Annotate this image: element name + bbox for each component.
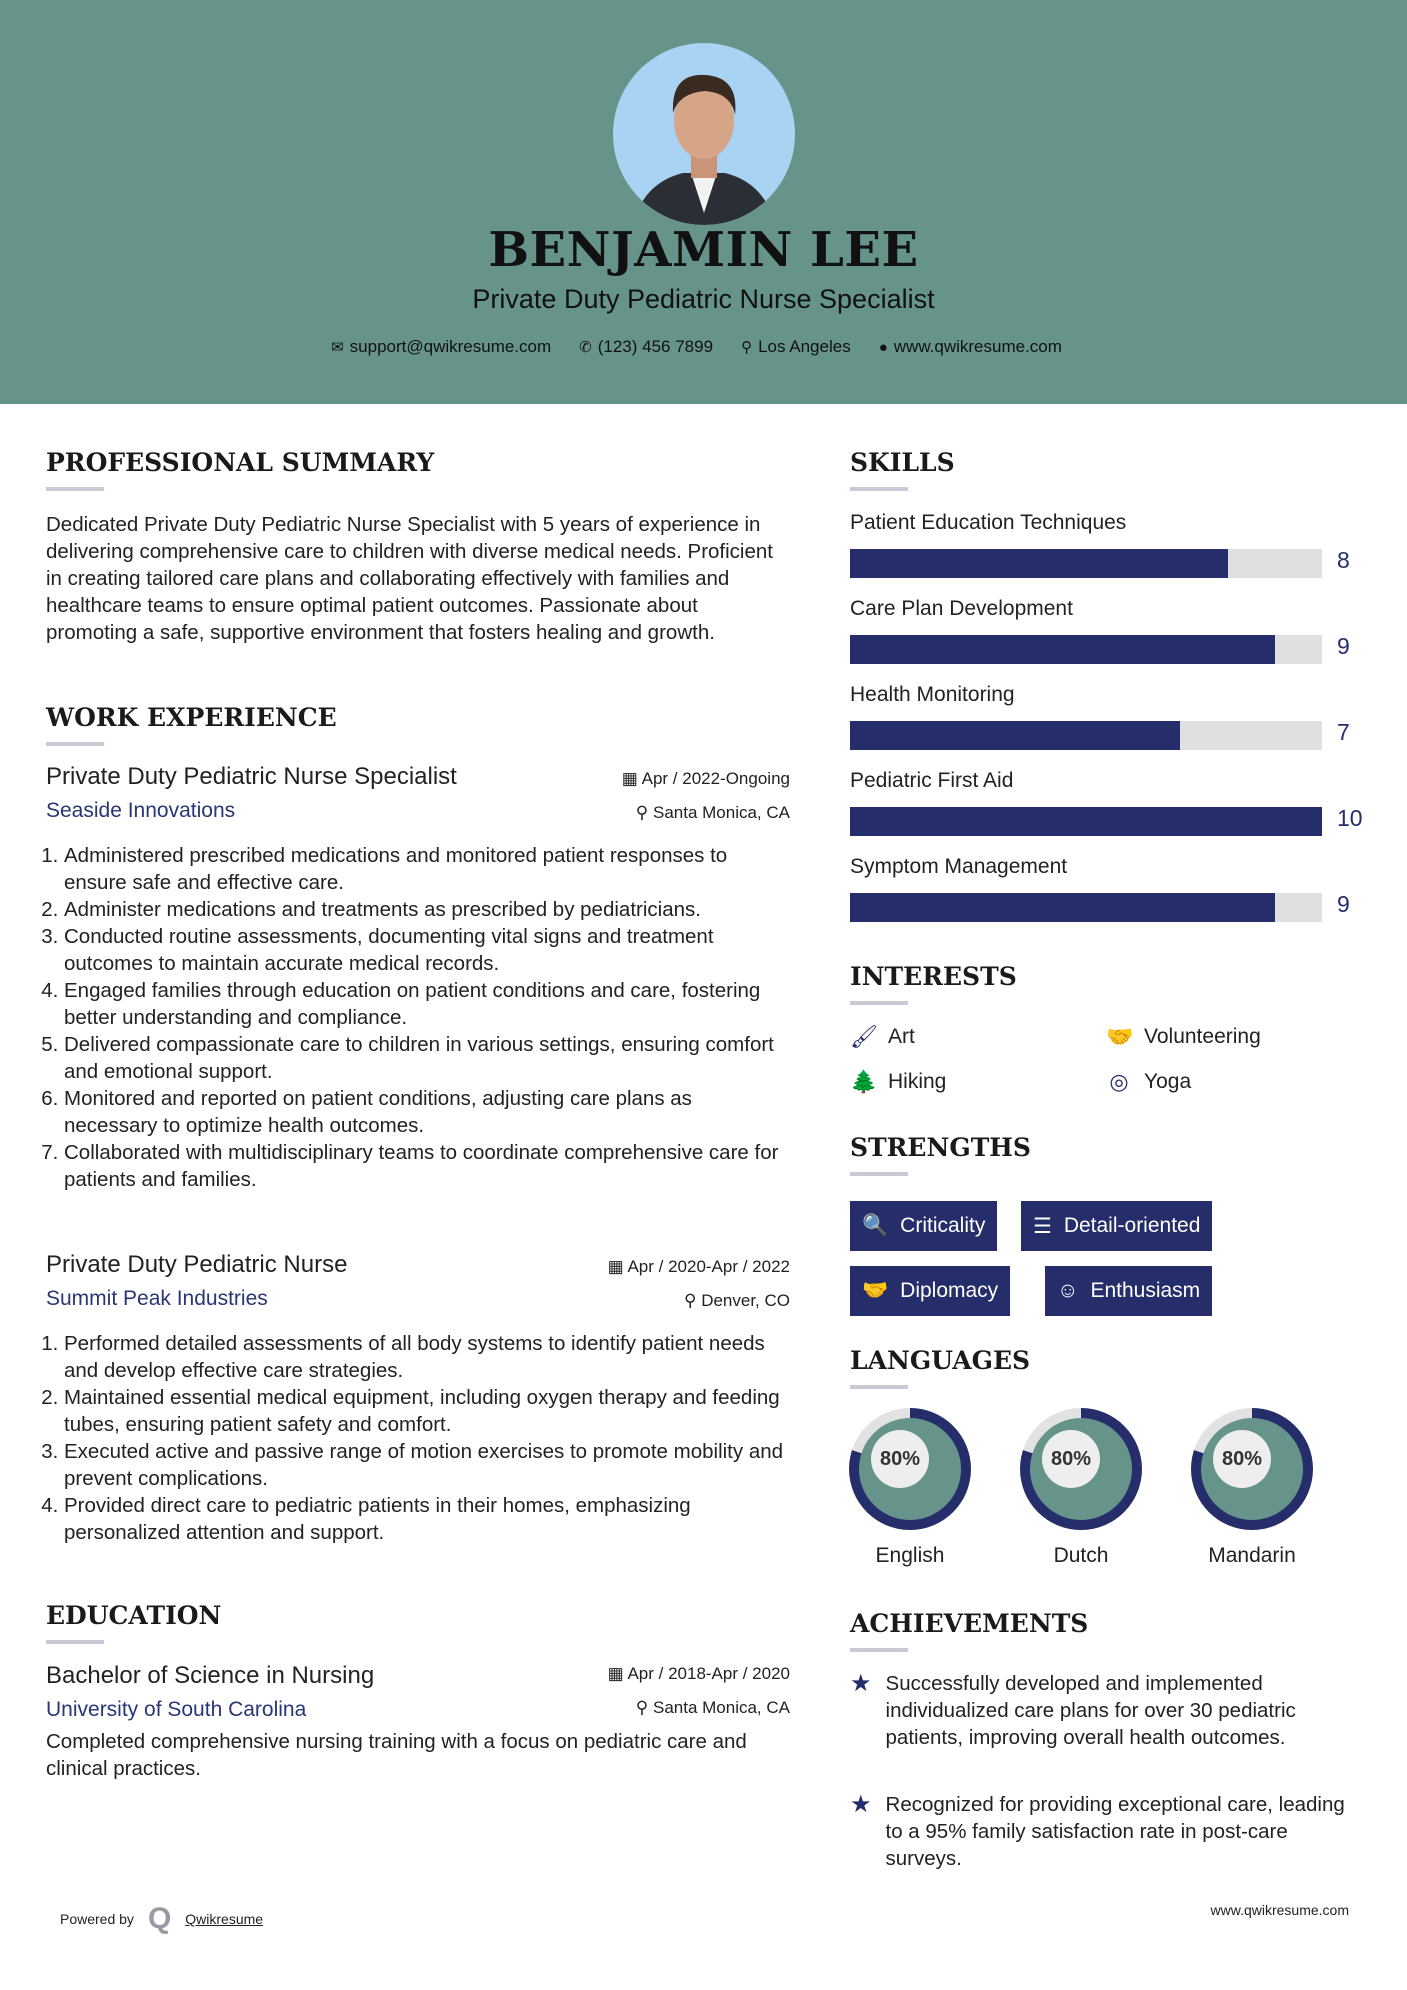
bullet-item: 3. Conducted routine assessments, documenting vital signs and treatment outcomes to maintain accurate medical records. <box>64 923 790 977</box>
interests-heading: INTERESTS <box>850 962 1017 1005</box>
skill-value: 10 <box>1337 805 1363 831</box>
summary-text: Dedicated Private Duty Pediatric Nurse Specialist with 5 years of experience in delivering comprehensive care to children with diverse medical needs. Proficient in creating tailored care plans and collaborating effectively with families and healthcare teams to ensure optimal patient outcomes. Passionate about promoting a safe, supportive environment that fosters healing and growth. <box>46 513 773 644</box>
tree-icon: 🌲 <box>850 1069 878 1094</box>
skill-value: 9 <box>1337 891 1350 917</box>
calendar-icon: ▦ <box>607 1257 628 1276</box>
education-text: Completed comprehensive nursing training with a focus on pediatric care and clinical practices. <box>46 1730 747 1780</box>
school: University of South Carolina <box>46 1698 307 1721</box>
strength-label: Criticality <box>900 1214 986 1237</box>
skill-bar-fill <box>850 807 1322 836</box>
interest-label: Hiking <box>888 1070 947 1093</box>
pin-icon: ⚲ <box>635 1698 653 1717</box>
skill-label: Symptom Management <box>850 855 1068 878</box>
bullet-item: 5. Delivered compassionate care to children in various settings, ensuring comfort and emotional support. <box>64 1031 790 1085</box>
interest-item <box>850 1024 915 1050</box>
bullet-item: 2. Maintained essential medical equipment, including oxygen therapy and feeding tubes, ensuring patient safety and comfort. <box>64 1384 790 1438</box>
achievement-text: Successfully developed and implemented individualized care plans for over 30 pediatric patients, improving overall health outcomes. <box>885 1672 1296 1749</box>
job-entry <box>46 763 790 823</box>
calendar-icon: ▦ <box>607 1664 628 1683</box>
job-date-row <box>622 769 790 789</box>
language-item <box>1191 1408 1313 1568</box>
star-icon: ★ <box>850 1791 872 1818</box>
skill-bar <box>850 549 1322 578</box>
bullet-item: 4. Engaged families through education on patient conditions and care, fostering better understanding and compliance. <box>64 977 790 1031</box>
company-name: Summit Peak Industries <box>46 1287 268 1310</box>
job-date: Apr / 2020-Apr / 2022 <box>627 1257 790 1276</box>
strength-tag <box>1021 1201 1212 1251</box>
interest-label: Yoga <box>1144 1070 1192 1093</box>
footer-powered <box>60 1902 263 1936</box>
bullet-item: 7. Collaborated with multidisciplinary teams to coordinate comprehensive care for patients and families. <box>64 1139 790 1193</box>
contact-phone[interactable]: (123) 456 7899 <box>597 337 714 356</box>
paintbrush-icon: 🖌 <box>850 1024 878 1049</box>
bullet-item: 1. Administered prescribed medications and monitored patient responses to ensure safe and effective care. <box>64 842 790 896</box>
achievement-item <box>850 1670 1360 1751</box>
language-label: Dutch <box>1053 1544 1109 1567</box>
strength-label: Diplomacy <box>900 1279 999 1302</box>
strength-label: Detail-oriented <box>1063 1214 1201 1237</box>
contact-email[interactable]: support@qwikresume.com <box>349 337 552 356</box>
language-item <box>849 1408 971 1568</box>
handshake-icon: 🤝 <box>862 1279 889 1302</box>
lifering-icon: ◎ <box>1109 1069 1129 1094</box>
strength-label: Enthusiasm <box>1090 1279 1201 1302</box>
language-item <box>1020 1408 1142 1568</box>
education-heading: EDUCATION <box>46 1601 221 1644</box>
candidate-name: BENJAMIN LEE <box>488 222 919 278</box>
skill-item <box>850 855 1370 917</box>
skill-bar-fill <box>850 721 1180 750</box>
resume-header <box>0 0 1407 404</box>
skill-bar-fill <box>850 549 1228 578</box>
skill-label: Health Monitoring <box>850 683 1015 706</box>
search-icon: 🔍 <box>862 1214 889 1237</box>
skill-item <box>850 769 1370 831</box>
pin-icon: ⚲ <box>635 803 653 822</box>
bullet-item: 3. Executed active and passive range of motion exercises to promote mobility and prevent complications. <box>64 1438 790 1492</box>
profile-photo <box>613 43 795 225</box>
degree: Bachelor of Science in Nursing <box>46 1662 375 1689</box>
skills-heading: SKILLS <box>850 448 955 491</box>
skill-bar-fill <box>850 893 1275 922</box>
contact-website[interactable]: www.qwikresume.com <box>893 337 1062 356</box>
list-icon: ☰ <box>1033 1214 1052 1238</box>
education-date: Apr / 2018-Apr / 2020 <box>627 1664 790 1683</box>
strength-tag <box>1045 1266 1212 1316</box>
job-title: Private Duty Pediatric Nurse <box>46 1251 348 1278</box>
job-bullets <box>46 842 790 1193</box>
interest-item <box>850 1069 946 1095</box>
bullet-item: 2. Administer medications and treatments as prescribed by pediatricians. <box>64 896 790 923</box>
skill-item <box>850 511 1370 573</box>
interest-item <box>1106 1024 1261 1050</box>
work-heading: WORK EXPERIENCE <box>46 703 337 746</box>
skill-bar <box>850 721 1322 750</box>
globe-icon: ● <box>878 339 888 356</box>
job-date: Apr / 2022-Ongoing <box>641 769 790 788</box>
skill-bar <box>850 635 1322 664</box>
skill-item <box>850 597 1370 659</box>
phone-icon: ✆ <box>579 339 592 356</box>
skill-item <box>850 683 1370 745</box>
pin-icon: ⚲ <box>684 1291 702 1310</box>
skill-value: 9 <box>1337 633 1350 659</box>
calendar-icon: ▦ <box>621 769 642 788</box>
achievements-heading: ACHIEVEMENTS <box>850 1609 1088 1652</box>
job-location: Santa Monica, CA <box>652 803 790 822</box>
job-location-row <box>684 1291 790 1311</box>
job-title: Private Duty Pediatric Nurse Specialist <box>46 763 457 790</box>
footer-site[interactable]: www.qwikresume.com <box>1210 1902 1349 1918</box>
brand-link[interactable]: Qwikresume <box>185 1911 264 1927</box>
skill-bar-fill <box>850 635 1275 664</box>
powered-by-label: Powered by <box>60 1911 134 1927</box>
achievement-item <box>850 1791 1360 1872</box>
contact-bar <box>0 337 1407 357</box>
summary-heading: PROFESSIONAL SUMMARY <box>46 448 434 491</box>
strengths-heading: STRENGTHS <box>850 1133 1031 1176</box>
languages-heading: LANGUAGES <box>850 1346 1030 1389</box>
map-pin-icon: ⚲ <box>741 339 753 356</box>
language-label: Mandarin <box>1208 1544 1296 1567</box>
job-date-row <box>608 1257 790 1277</box>
education-entry <box>46 1662 790 1782</box>
bullet-item: 1. Performed detailed assessments of all body systems to identify patient needs and develop effective care strategies. <box>64 1330 790 1384</box>
envelope-icon: ✉ <box>331 339 344 356</box>
skill-value: 8 <box>1337 547 1350 573</box>
strength-tag <box>850 1201 997 1251</box>
skill-value: 7 <box>1337 719 1350 745</box>
smile-icon: ☺ <box>1057 1279 1079 1302</box>
job-location-row <box>636 803 790 823</box>
skill-bar <box>850 807 1322 836</box>
language-donut <box>849 1408 971 1530</box>
strength-tag <box>850 1266 1010 1316</box>
job-bullets <box>46 1330 790 1546</box>
contact-location: Los Angeles <box>758 337 851 356</box>
interest-label: Volunteering <box>1144 1025 1261 1048</box>
interest-item <box>1106 1069 1191 1095</box>
language-percent: 80% <box>871 1430 929 1488</box>
handshake-icon: 🤝 <box>1106 1024 1134 1049</box>
qwikresume-logo-icon: Q <box>147 1902 172 1935</box>
skill-label: Pediatric First Aid <box>850 769 1014 792</box>
interest-label: Art <box>888 1025 915 1048</box>
bullet-item: 4. Provided direct care to pediatric patients in their homes, emphasizing personalized attention and support. <box>64 1492 790 1546</box>
language-label: English <box>875 1544 945 1567</box>
language-percent: 80% <box>1213 1430 1271 1488</box>
language-donut <box>1191 1408 1313 1530</box>
job-location: Denver, CO <box>701 1291 790 1310</box>
skill-label: Care Plan Development <box>850 597 1073 620</box>
company-name: Seaside Innovations <box>46 799 236 822</box>
bullet-item: 6. Monitored and reported on patient conditions, adjusting care plans as necessary to optimize health outcomes. <box>64 1085 790 1139</box>
candidate-title: Private Duty Pediatric Nurse Specialist <box>472 284 935 314</box>
achievement-text: Recognized for providing exceptional care, leading to a 95% family satisfaction rate in post-care surveys. <box>885 1793 1345 1870</box>
skill-label: Patient Education Techniques <box>850 511 1127 534</box>
education-location: Santa Monica, CA <box>652 1698 790 1717</box>
star-icon: ★ <box>850 1670 872 1697</box>
skill-bar <box>850 893 1322 922</box>
job-entry <box>46 1251 790 1311</box>
language-donut <box>1020 1408 1142 1530</box>
language-percent: 80% <box>1042 1430 1100 1488</box>
